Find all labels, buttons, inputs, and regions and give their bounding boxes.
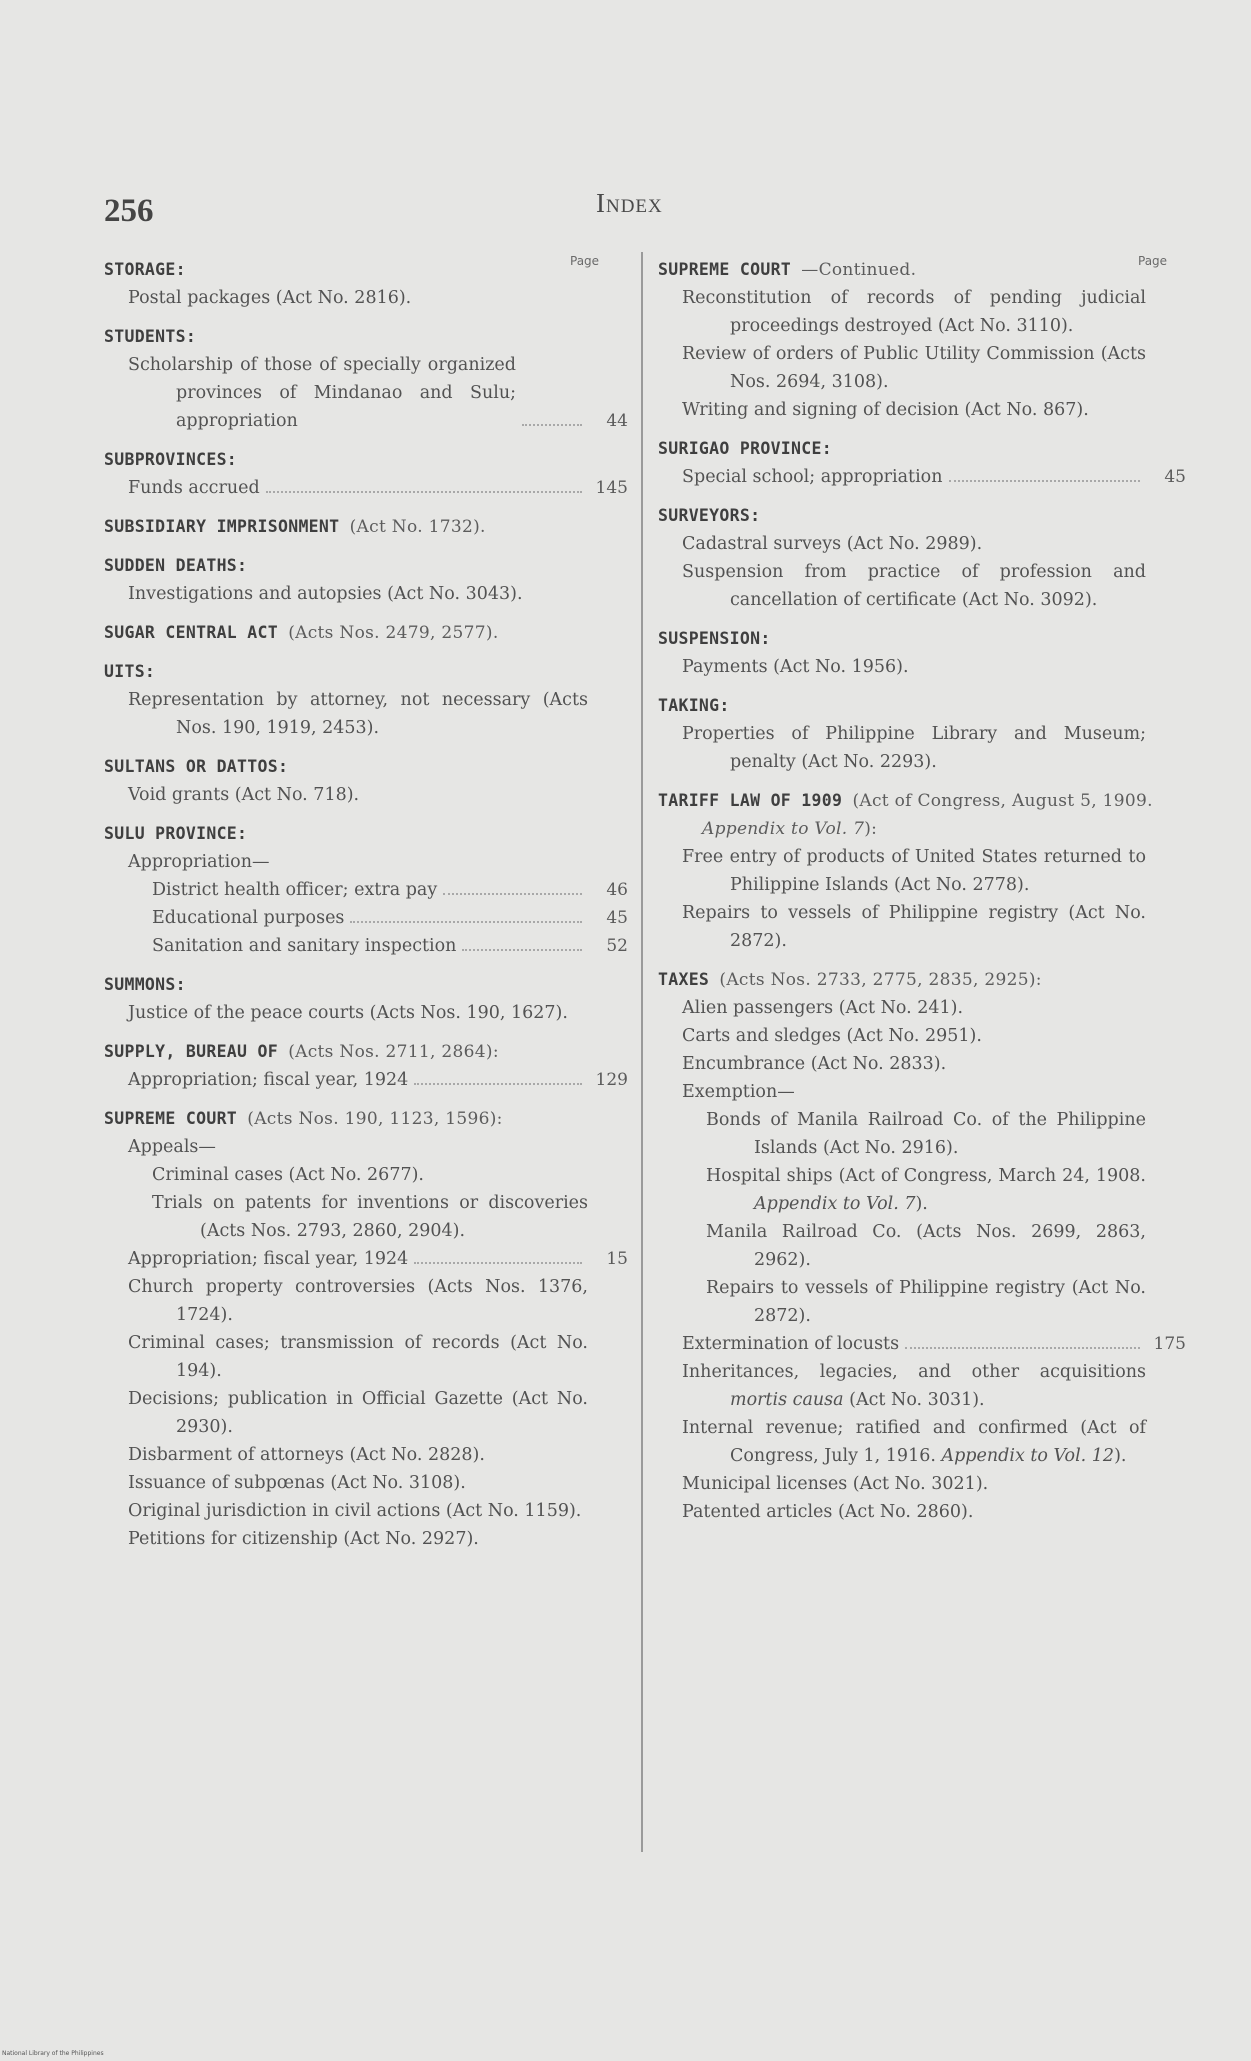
subentry [104, 999, 628, 1027]
subentry [658, 843, 1186, 899]
subentry [104, 1189, 628, 1245]
entry-heading [658, 256, 1186, 284]
subentry [104, 1497, 628, 1525]
column-divider [641, 252, 643, 1852]
heading-term: SUSPENSION: [658, 629, 771, 648]
subentry-text: Special school; appropriation [682, 467, 943, 487]
heading-term: SUBSIDIARY IMPRISONMENT [104, 517, 340, 536]
entry-heading [104, 1105, 628, 1133]
subentry [104, 1245, 628, 1273]
index-entry [104, 323, 628, 435]
entry-heading [104, 971, 628, 999]
subentry-text: Repairs to vessels of Philippine registry (Act No. 2872). [682, 903, 1146, 951]
page-reference: 15 [606, 1249, 628, 1269]
subentry-text: Disbarment of attorneys (Act No. 2828). [128, 1445, 485, 1465]
index-entry [658, 435, 1186, 491]
dot-leader [949, 480, 1141, 482]
subentry [658, 463, 1186, 491]
subentry-text: Manila Railroad Co. (Acts Nos. 2699, 2863, 2962). [706, 1222, 1146, 1270]
subentry [104, 1525, 628, 1553]
page-reference: 45 [606, 908, 628, 928]
entry-heading [658, 625, 1186, 653]
running-head: Index [596, 188, 663, 218]
subentry [658, 1498, 1186, 1526]
index-entry [658, 692, 1186, 776]
index-entry [104, 820, 628, 960]
subentry-text: Extermination of locusts [682, 1334, 900, 1354]
right-column [658, 256, 1186, 1537]
subentry-text: Inheritances, legacies, and other acquisitions mortis causa (Act No. 3031). [682, 1362, 1146, 1410]
subentry [658, 1106, 1186, 1162]
subentry-text: Exemption— [682, 1082, 795, 1102]
subentry [104, 1161, 628, 1189]
subentry [104, 932, 628, 960]
entry-heading [104, 753, 628, 781]
subentry-text: Original jurisdiction in civil actions (Act No. 1159). [128, 1501, 582, 1521]
subentry [658, 720, 1186, 776]
subentry-text: Suspension from practice of profession and cancellation of certificate (Act No. 3092). [682, 562, 1146, 610]
subentry-text: Appeals— [128, 1137, 216, 1157]
page-reference: 52 [606, 936, 628, 956]
subentry-text: Investigations and autopsies (Act No. 3043). [128, 584, 523, 604]
heading-reference: (Acts Nos. 2733, 2775, 2835, 2925): [719, 970, 1042, 990]
subentry [104, 1133, 628, 1161]
index-entry [658, 256, 1186, 424]
entry-heading [104, 513, 628, 541]
heading-reference: (Acts Nos. 190, 1123, 1596): [247, 1109, 503, 1129]
index-entry [104, 658, 628, 742]
entry-heading [104, 619, 628, 647]
subentry [104, 1469, 628, 1497]
page-reference: 175 [1153, 1334, 1186, 1354]
subentry-text: Trials on patents for inventions or discoveries (Acts Nos. 2793, 2860, 2904). [152, 1193, 588, 1241]
subentry [104, 1273, 628, 1329]
left-column [104, 256, 628, 1564]
subentry [658, 994, 1186, 1022]
subentry-text: Justice of the peace courts (Acts Nos. 190, 1627). [128, 1003, 568, 1023]
subentry-text: Appropriation; fiscal year, 1924 [128, 1249, 409, 1269]
entry-heading [658, 966, 1186, 994]
heading-reference: (Acts Nos. 2479, 2577). [288, 623, 499, 643]
heading-term: SULU PROVINCE: [104, 824, 248, 843]
heading-reference: (Act No. 1732). [349, 517, 486, 537]
subentry [104, 848, 628, 876]
entry-heading [104, 446, 628, 474]
index-entry [104, 446, 628, 502]
subentry [658, 558, 1186, 614]
italic-phrase: Appendix to Vol. 7 [754, 1194, 916, 1214]
subentry [104, 1066, 628, 1094]
subentry-text: Alien passengers (Act No. 241). [682, 998, 964, 1018]
subentry-text: Sanitation and sanitary inspection [152, 936, 457, 956]
page-reference: 46 [606, 880, 628, 900]
subentry-text: Hospital ships (Act of Congress, March 24, 1908. Appendix to Vol. 7). [706, 1166, 1146, 1214]
italic-phrase: Appendix to Vol. 12 [941, 1446, 1115, 1466]
subentry-text: Properties of Philippine Library and Museum; penalty (Act No. 2293). [682, 724, 1146, 772]
subentry [104, 781, 628, 809]
heading-term: SURVEYORS: [658, 506, 761, 525]
index-entry [658, 502, 1186, 614]
heading-term: SUPREME COURT [658, 260, 792, 279]
heading-reference: —Continued. [801, 260, 917, 280]
dot-leader [905, 1347, 1140, 1349]
subentry-text: Bonds of Manila Railroad Co. of the Philippine Islands (Act No. 2916). [706, 1110, 1146, 1158]
subentry-text: Void grants (Act No. 718). [128, 785, 360, 805]
subentry-text: Internal revenue; ratified and confirmed (Act of Congress, July 1, 1916. Appendix to Vol. 12). [682, 1418, 1146, 1466]
subentry [658, 1050, 1186, 1078]
index-entry [104, 971, 628, 1027]
subentry-text: Educational purposes [152, 908, 345, 928]
entry-heading [104, 658, 628, 686]
heading-term: TAKING: [658, 696, 730, 715]
entry-heading [104, 256, 628, 284]
index-entry [104, 753, 628, 809]
heading-term: SURIGAO PROVINCE: [658, 439, 832, 458]
page-number: 256 [104, 193, 154, 229]
index-entry [104, 513, 628, 541]
subentry [104, 284, 628, 312]
subentry-text: Patented articles (Act No. 2860). [682, 1502, 974, 1522]
entry-heading [104, 1038, 628, 1066]
subentry-text: Petitions for citizenship (Act No. 2927). [128, 1529, 479, 1549]
entry-heading [104, 820, 628, 848]
heading-reference: (Acts Nos. 2711, 2864): [288, 1042, 499, 1062]
index-entry [658, 787, 1186, 955]
entry-heading [658, 692, 1186, 720]
heading-term: SUBPROVINCES: [104, 450, 238, 469]
subentry [104, 904, 628, 932]
subentry [658, 653, 1186, 681]
subentry [658, 284, 1186, 340]
heading-term: TARIFF LAW OF 1909 [658, 791, 843, 810]
index-entry [104, 1105, 628, 1553]
subentry [658, 1330, 1186, 1358]
subentry [658, 1274, 1186, 1330]
subentry-text: Review of orders of Public Utility Commission (Acts Nos. 2694, 3108). [682, 344, 1146, 392]
italic-phrase: mortis causa [730, 1390, 844, 1410]
heading-term: SUDDEN DEATHS: [104, 556, 248, 575]
subentry-text: Scholarship of those of specially organized provinces of Mindanao and Sulu; appropriation [128, 355, 516, 431]
subentry [104, 1441, 628, 1469]
dot-leader [522, 424, 582, 426]
page-reference: 44 [606, 411, 628, 431]
subentry-text: Church property controversies (Acts Nos. 1376, 1724). [128, 1277, 588, 1325]
subentry [104, 474, 628, 502]
entry-heading [658, 502, 1186, 530]
dot-leader [266, 491, 582, 493]
page-column-label: Page [570, 254, 600, 268]
subentry [658, 1078, 1186, 1106]
heading-term: STUDENTS: [104, 327, 197, 346]
subentry [658, 1470, 1186, 1498]
dot-leader [462, 949, 582, 951]
subentry [104, 1385, 628, 1441]
index-entry [104, 1038, 628, 1094]
subentry [658, 1358, 1186, 1414]
subentry [658, 899, 1186, 955]
entry-heading [104, 323, 628, 351]
subentry [658, 340, 1186, 396]
heading-term: SUPREME COURT [104, 1109, 238, 1128]
subentry [658, 396, 1186, 424]
subentry [104, 686, 628, 742]
dot-leader [414, 1262, 582, 1264]
heading-term: TAXES [658, 970, 710, 989]
heading-term: SUPPLY, BUREAU OF [104, 1042, 278, 1061]
index-entry [658, 966, 1186, 1526]
dot-leader [414, 1083, 582, 1085]
subentry-text: Funds accrued [128, 478, 260, 498]
subentry [658, 1022, 1186, 1050]
dot-leader [350, 921, 582, 923]
subentry-text: Encumbrance (Act No. 2833). [682, 1054, 947, 1074]
heading-term: SULTANS OR DATTOS: [104, 757, 289, 776]
italic-phrase: Appendix to Vol. 7 [702, 819, 865, 839]
subentry-text: Cadastral surveys (Act No. 2989). [682, 534, 983, 554]
subentry-text: Decisions; publication in Official Gazette (Act No. 2930). [128, 1389, 588, 1437]
heading-reference: (Act of Congress, August 5, 1909. Appendix to Vol. 7): [702, 791, 1153, 839]
subentry-text: Criminal cases (Act No. 2677). [152, 1165, 424, 1185]
page-reference: 45 [1164, 467, 1186, 487]
subentry-text: Criminal cases; transmission of records (Act No. 194). [128, 1333, 588, 1381]
heading-term: SUMMONS: [104, 975, 186, 994]
subentry [658, 1414, 1186, 1470]
subentry [658, 1162, 1186, 1218]
index-entry [658, 625, 1186, 681]
subentry-text: Appropriation; fiscal year, 1924 [128, 1070, 409, 1090]
entry-heading [658, 435, 1186, 463]
subentry [104, 580, 628, 608]
dot-leader [443, 893, 582, 895]
subentry-text: Payments (Act No. 1956). [682, 657, 909, 677]
page-reference: 145 [595, 478, 628, 498]
index-entry [104, 256, 628, 312]
subentry-text: Writing and signing of decision (Act No. 867). [682, 400, 1089, 420]
entry-heading [104, 552, 628, 580]
subentry-text: Repairs to vessels of Philippine registry (Act No. 2872). [706, 1278, 1146, 1326]
index-entry [104, 619, 628, 647]
subentry-text: Appropriation— [128, 852, 270, 872]
subentry-text: Municipal licenses (Act No. 3021). [682, 1474, 989, 1494]
subentry [658, 530, 1186, 558]
subentry [104, 1329, 628, 1385]
page-reference: 129 [595, 1070, 628, 1090]
scan-footer: National Library of the Philippines [2, 2050, 104, 2057]
subentry-text: Carts and sledges (Act No. 2951). [682, 1026, 982, 1046]
subentry [658, 1218, 1186, 1274]
entry-heading [658, 787, 1186, 843]
subentry-text: Free entry of products of United States returned to Philippine Islands (Act No. 2778). [682, 847, 1146, 895]
index-entry [104, 552, 628, 608]
subentry [104, 876, 628, 904]
subentry-text: Postal packages (Act No. 2816). [128, 288, 412, 308]
page-column-label: Page [1138, 254, 1168, 268]
heading-term: STORAGE: [104, 260, 186, 279]
subentry-text: Issuance of subpœnas (Act No. 3108). [128, 1473, 466, 1493]
heading-term: SUGAR CENTRAL ACT [104, 623, 278, 642]
subentry-text: Reconstitution of records of pending judicial proceedings destroyed (Act No. 3110). [682, 288, 1146, 336]
heading-term: UITS: [104, 662, 156, 681]
subentry [104, 351, 628, 435]
subentry-text: Representation by attorney, not necessary (Acts Nos. 190, 1919, 2453). [128, 690, 588, 738]
subentry-text: District health officer; extra pay [152, 880, 438, 900]
